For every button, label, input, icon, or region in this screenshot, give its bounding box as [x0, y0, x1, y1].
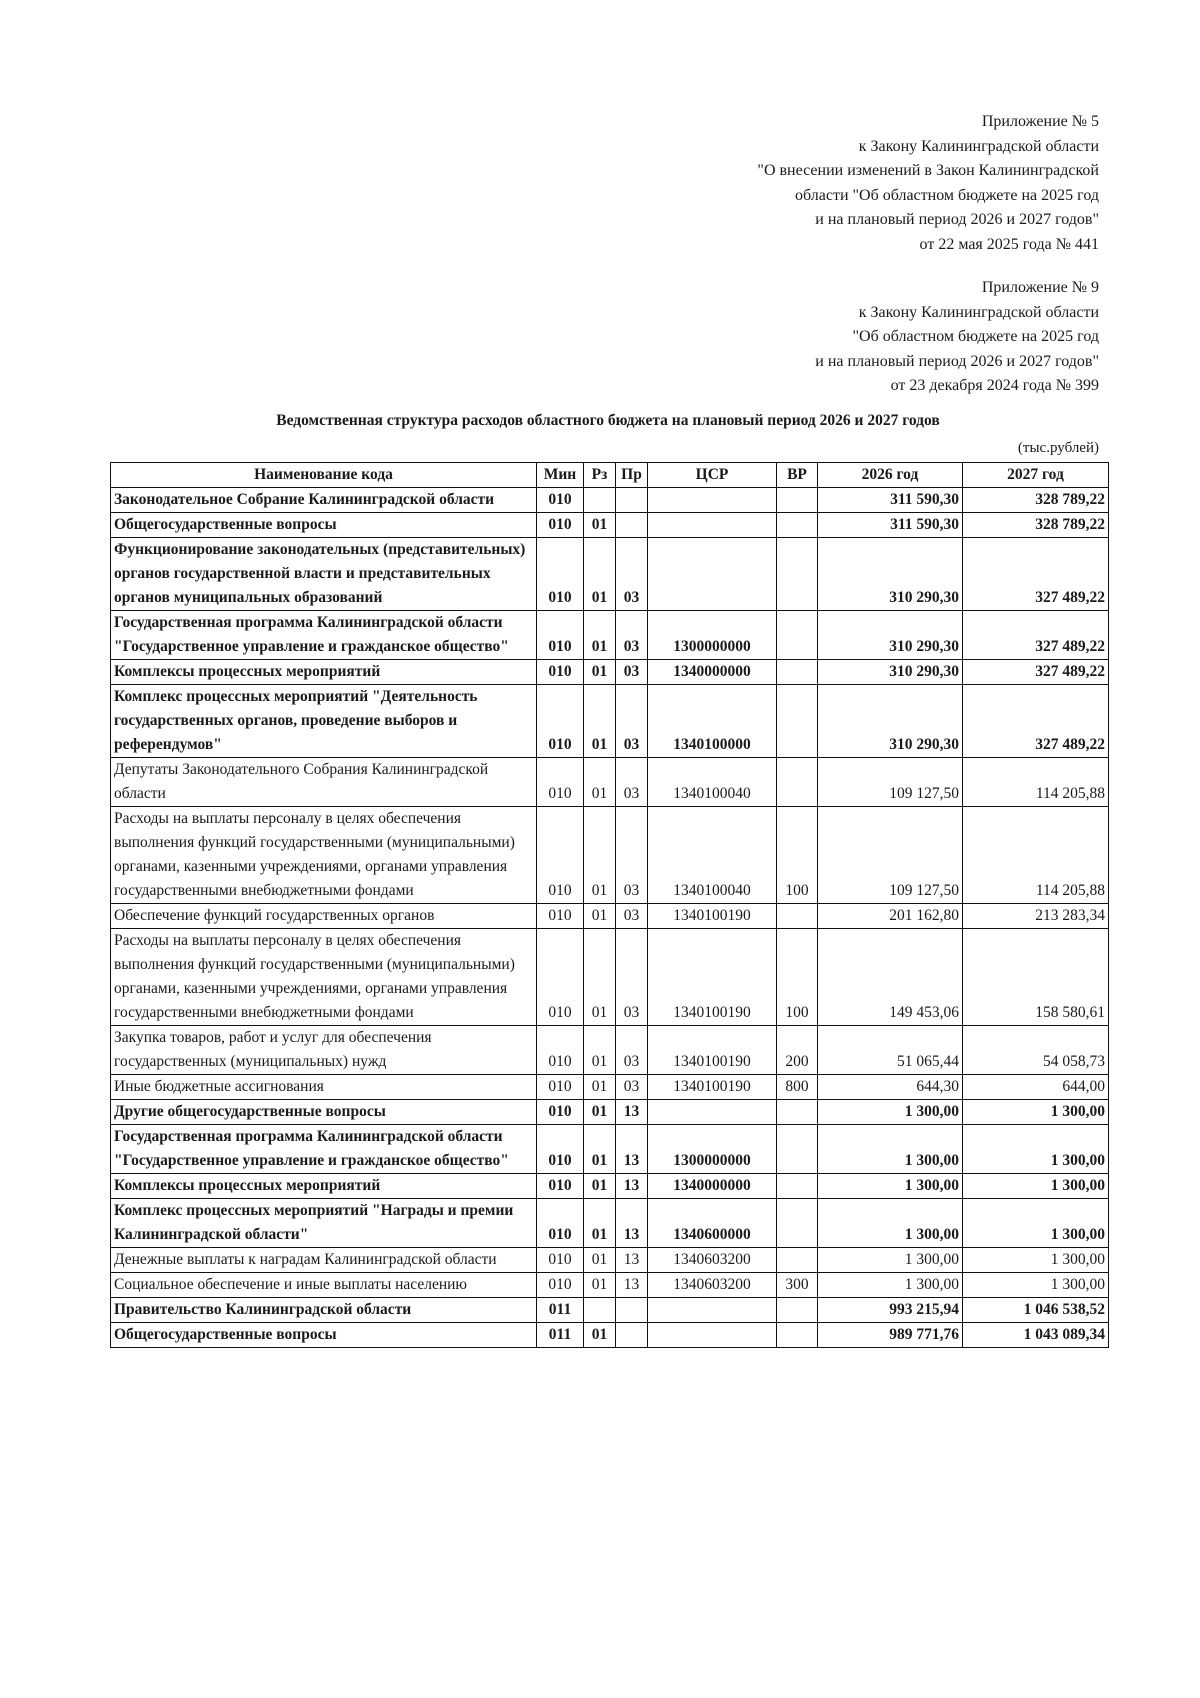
cell-amount-2027: 1 043 089,34: [963, 1323, 1109, 1348]
cell-amount-2027: 213 283,34: [963, 904, 1109, 929]
cell-csr: 1340000000: [648, 660, 777, 685]
cell-min: 010: [537, 1174, 584, 1199]
cell-csr: 1340100190: [648, 904, 777, 929]
cell-amount-2026: 1 300,00: [818, 1199, 963, 1248]
cell-csr: 1340603200: [648, 1248, 777, 1273]
cell-min: 010: [537, 488, 584, 513]
cell-amount-2026: 1 300,00: [818, 1248, 963, 1273]
units-label: (тыс.рублей): [1017, 440, 1099, 456]
cell-name: Иные бюджетные ассигнования: [111, 1075, 537, 1100]
cell-min: 010: [537, 538, 584, 611]
appendix-line: от 23 декабря 2024 года № 399: [890, 377, 1099, 395]
table-row: [111, 1100, 1109, 1125]
cell-amount-2026: 1 300,00: [818, 1273, 963, 1298]
cell-amount-2027: 1 300,00: [963, 1125, 1109, 1174]
cell-vr: [777, 1248, 818, 1273]
cell-min: 010: [537, 904, 584, 929]
cell-rz: 01: [584, 1174, 616, 1199]
cell-csr: 1340100190: [648, 929, 777, 1026]
cell-amount-2027: 54 058,73: [963, 1026, 1109, 1075]
cell-vr: [777, 1174, 818, 1199]
cell-min: 010: [537, 1026, 584, 1075]
cell-pr: 13: [616, 1174, 648, 1199]
header-pr: Пр: [616, 463, 648, 488]
cell-rz: 01: [584, 1248, 616, 1273]
cell-name: Государственная программа Калининградской области "Государственное управление и гражданское общество": [111, 611, 537, 660]
cell-pr: 13: [616, 1273, 648, 1298]
cell-name: Расходы на выплаты персоналу в целях обеспечения выполнения функций государственными (муниципальными) органами, казенными учреждениями, органами управления государственными внебюджетными фондами: [111, 807, 537, 904]
cell-amount-2026: 310 290,30: [818, 538, 963, 611]
header-min: Мин: [537, 463, 584, 488]
cell-name: Социальное обеспечение и иные выплаты населению: [111, 1273, 537, 1298]
cell-csr: [648, 513, 777, 538]
cell-name: Депутаты Законодательного Собрания Калининградской области: [111, 758, 537, 807]
cell-min: 010: [537, 660, 584, 685]
cell-csr: [648, 1100, 777, 1125]
cell-vr: [777, 1323, 818, 1348]
cell-amount-2026: 51 065,44: [818, 1026, 963, 1075]
cell-amount-2027: 1 046 538,52: [963, 1298, 1109, 1323]
cell-name: Денежные выплаты к наградам Калининградской области: [111, 1248, 537, 1273]
cell-pr: [616, 1298, 648, 1323]
cell-rz: 01: [584, 807, 616, 904]
cell-min: 010: [537, 1199, 584, 1248]
cell-rz: 01: [584, 611, 616, 660]
budget-structure-table: [110, 462, 1109, 1348]
cell-name: Комплекс процессных мероприятий "Деятельность государственных органов, проведение выборов и референдумов": [111, 685, 537, 758]
cell-amount-2026: 1 300,00: [818, 1174, 963, 1199]
cell-min: 010: [537, 611, 584, 660]
cell-amount-2026: 149 453,06: [818, 929, 963, 1026]
cell-name: Государственная программа Калининградской области "Государственное управление и гражданское общество": [111, 1125, 537, 1174]
cell-min: 010: [537, 929, 584, 1026]
cell-pr: [616, 1323, 648, 1348]
cell-csr: 1340100000: [648, 685, 777, 758]
table-row: [111, 1174, 1109, 1199]
cell-vr: 800: [777, 1075, 818, 1100]
cell-pr: 03: [616, 1075, 648, 1100]
cell-vr: [777, 538, 818, 611]
header-name: Наименование кода: [111, 463, 537, 488]
cell-amount-2026: 311 590,30: [818, 513, 963, 538]
cell-rz: [584, 1298, 616, 1323]
header-csr: ЦСР: [648, 463, 777, 488]
cell-pr: 03: [616, 660, 648, 685]
cell-min: 010: [537, 807, 584, 904]
cell-amount-2027: 1 300,00: [963, 1174, 1109, 1199]
cell-csr: 1340100040: [648, 758, 777, 807]
cell-min: 010: [537, 1100, 584, 1125]
cell-rz: 01: [584, 1273, 616, 1298]
cell-vr: 200: [777, 1026, 818, 1075]
cell-min: 010: [537, 1075, 584, 1100]
appendix-line: от 22 мая 2025 года № 441: [919, 235, 1099, 253]
cell-amount-2027: 328 789,22: [963, 513, 1109, 538]
cell-rz: 01: [584, 685, 616, 758]
cell-amount-2027: 114 205,88: [963, 807, 1109, 904]
cell-amount-2026: 311 590,30: [818, 488, 963, 513]
cell-name: Комплекс процессных мероприятий "Награды и премии Калининградской области": [111, 1199, 537, 1248]
cell-amount-2027: 327 489,22: [963, 611, 1109, 660]
cell-csr: 1300000000: [648, 1125, 777, 1174]
cell-name: Обеспечение функций государственных органов: [111, 904, 537, 929]
cell-name: Комплексы процессных мероприятий: [111, 660, 537, 685]
cell-min: 011: [537, 1298, 584, 1323]
cell-rz: 01: [584, 1199, 616, 1248]
cell-rz: 01: [584, 904, 616, 929]
cell-pr: 03: [616, 807, 648, 904]
cell-pr: 13: [616, 1125, 648, 1174]
header-2026: 2026 год: [818, 463, 963, 488]
cell-pr: 03: [616, 611, 648, 660]
appendix-5-header: [757, 110, 1099, 258]
cell-amount-2026: 989 771,76: [818, 1323, 963, 1348]
cell-amount-2026: 310 290,30: [818, 685, 963, 758]
cell-pr: 03: [616, 929, 648, 1026]
cell-rz: 01: [584, 929, 616, 1026]
cell-vr: [777, 488, 818, 513]
cell-rz: 01: [584, 1323, 616, 1348]
table-header-row: [111, 463, 1109, 488]
cell-amount-2026: 644,30: [818, 1075, 963, 1100]
cell-min: 010: [537, 758, 584, 807]
cell-pr: 13: [616, 1199, 648, 1248]
table-row: [111, 904, 1109, 929]
appendix-line: Приложение № 5: [981, 113, 1099, 130]
cell-name: Функционирование законодательных (представительных) органов государственной власти и представительных органов муниципальных образований: [111, 538, 537, 611]
cell-vr: [777, 685, 818, 758]
table-row: [111, 1199, 1109, 1248]
cell-amount-2026: 1 300,00: [818, 1100, 963, 1125]
cell-amount-2027: 644,00: [963, 1075, 1109, 1100]
cell-pr: [616, 513, 648, 538]
cell-csr: 1340603200: [648, 1273, 777, 1298]
cell-rz: 01: [584, 1026, 616, 1075]
cell-amount-2027: 327 489,22: [963, 660, 1109, 685]
cell-vr: [777, 1100, 818, 1125]
cell-pr: 03: [616, 904, 648, 929]
cell-vr: [777, 1199, 818, 1248]
cell-csr: 1340100190: [648, 1075, 777, 1100]
table-row: [111, 488, 1109, 513]
cell-csr: [648, 1298, 777, 1323]
appendix-9-header: [815, 276, 1099, 399]
cell-name: Другие общегосударственные вопросы: [111, 1100, 537, 1125]
appendix-line: области "Об областном бюджете на 2025 год: [795, 186, 1099, 204]
cell-amount-2026: 201 162,80: [818, 904, 963, 929]
cell-amount-2026: 109 127,50: [818, 758, 963, 807]
header-2027: 2027 год: [963, 463, 1109, 488]
cell-amount-2027: 1 300,00: [963, 1199, 1109, 1248]
cell-rz: 01: [584, 660, 616, 685]
cell-pr: 03: [616, 758, 648, 807]
cell-vr: [777, 513, 818, 538]
appendix-line: к Закону Калининградской области: [858, 137, 1099, 155]
table-row: [111, 758, 1109, 807]
cell-amount-2027: 114 205,88: [963, 758, 1109, 807]
cell-pr: 03: [616, 538, 648, 611]
cell-vr: [777, 611, 818, 660]
cell-rz: 01: [584, 1125, 616, 1174]
cell-name: Комплексы процессных мероприятий: [111, 1174, 537, 1199]
appendix-line: "О внесении изменений в Закон Калининградской: [757, 162, 1099, 180]
appendix-line: "Об областном бюджете на 2025 год: [852, 328, 1099, 346]
cell-amount-2027: 327 489,22: [963, 538, 1109, 611]
cell-csr: [648, 488, 777, 513]
table-row: [111, 611, 1109, 660]
document-title: Ведомственная структура расходов областного бюджета на плановый период 2026 и 2027 годов: [276, 412, 940, 429]
cell-amount-2027: 328 789,22: [963, 488, 1109, 513]
table-row: [111, 538, 1109, 611]
cell-amount-2027: 158 580,61: [963, 929, 1109, 1026]
cell-rz: 01: [584, 513, 616, 538]
cell-rz: [584, 488, 616, 513]
table-row: [111, 513, 1109, 538]
cell-amount-2027: 1 300,00: [963, 1100, 1109, 1125]
cell-vr: [777, 1298, 818, 1323]
cell-amount-2026: 109 127,50: [818, 807, 963, 904]
appendix-line: и на плановый период 2026 и 2027 годов": [815, 211, 1099, 229]
cell-name: Закупка товаров, работ и услуг для обеспечения государственных (муниципальных) нужд: [111, 1026, 537, 1075]
cell-rz: 01: [584, 1075, 616, 1100]
cell-vr: 100: [777, 929, 818, 1026]
cell-amount-2026: 310 290,30: [818, 660, 963, 685]
cell-vr: [777, 1125, 818, 1174]
cell-vr: 300: [777, 1273, 818, 1298]
cell-pr: [616, 488, 648, 513]
cell-vr: 100: [777, 807, 818, 904]
table-row: [111, 929, 1109, 1026]
cell-rz: 01: [584, 758, 616, 807]
table-row: [111, 1026, 1109, 1075]
appendix-line: Приложение № 9: [981, 279, 1099, 296]
header-rz: Рз: [584, 463, 616, 488]
table-row: [111, 660, 1109, 685]
cell-name: Общегосударственные вопросы: [111, 513, 537, 538]
cell-csr: 1340000000: [648, 1174, 777, 1199]
cell-name: Правительство Калининградской области: [111, 1298, 537, 1323]
table-row: [111, 685, 1109, 758]
cell-pr: 13: [616, 1248, 648, 1273]
table-row: [111, 1125, 1109, 1174]
table-row: [111, 1248, 1109, 1273]
cell-min: 010: [537, 513, 584, 538]
cell-min: 011: [537, 1323, 584, 1348]
cell-pr: 03: [616, 1026, 648, 1075]
appendix-line: к Закону Калининградской области: [858, 303, 1099, 321]
cell-min: 010: [537, 685, 584, 758]
cell-min: 010: [537, 1273, 584, 1298]
table-row: [111, 1075, 1109, 1100]
cell-vr: [777, 660, 818, 685]
cell-csr: 1300000000: [648, 611, 777, 660]
cell-amount-2026: 310 290,30: [818, 611, 963, 660]
table-row: [111, 1298, 1109, 1323]
cell-pr: 13: [616, 1100, 648, 1125]
cell-csr: 1340600000: [648, 1199, 777, 1248]
appendix-line: и на плановый период 2026 и 2027 годов": [815, 352, 1099, 370]
cell-amount-2027: 1 300,00: [963, 1273, 1109, 1298]
cell-pr: 03: [616, 685, 648, 758]
table-row: [111, 1323, 1109, 1348]
cell-csr: [648, 538, 777, 611]
cell-rz: 01: [584, 1100, 616, 1125]
cell-vr: [777, 758, 818, 807]
table-row: [111, 807, 1109, 904]
cell-csr: 1340100190: [648, 1026, 777, 1075]
cell-name: Общегосударственные вопросы: [111, 1323, 537, 1348]
table-row: [111, 1273, 1109, 1298]
header-vr: ВР: [777, 463, 818, 488]
cell-min: 010: [537, 1248, 584, 1273]
cell-vr: [777, 904, 818, 929]
cell-amount-2027: 327 489,22: [963, 685, 1109, 758]
cell-amount-2027: 1 300,00: [963, 1248, 1109, 1273]
cell-csr: [648, 1323, 777, 1348]
cell-min: 010: [537, 1125, 584, 1174]
cell-amount-2026: 1 300,00: [818, 1125, 963, 1174]
cell-rz: 01: [584, 538, 616, 611]
cell-csr: 1340100040: [648, 807, 777, 904]
table-body: [111, 488, 1109, 1348]
cell-amount-2026: 993 215,94: [818, 1298, 963, 1323]
cell-name: Расходы на выплаты персоналу в целях обеспечения выполнения функций государственными (муниципальными) органами, казенными учреждениями, органами управления государственными внебюджетными фондами: [111, 929, 537, 1026]
cell-name: Законодательное Собрание Калининградской области: [111, 488, 537, 513]
